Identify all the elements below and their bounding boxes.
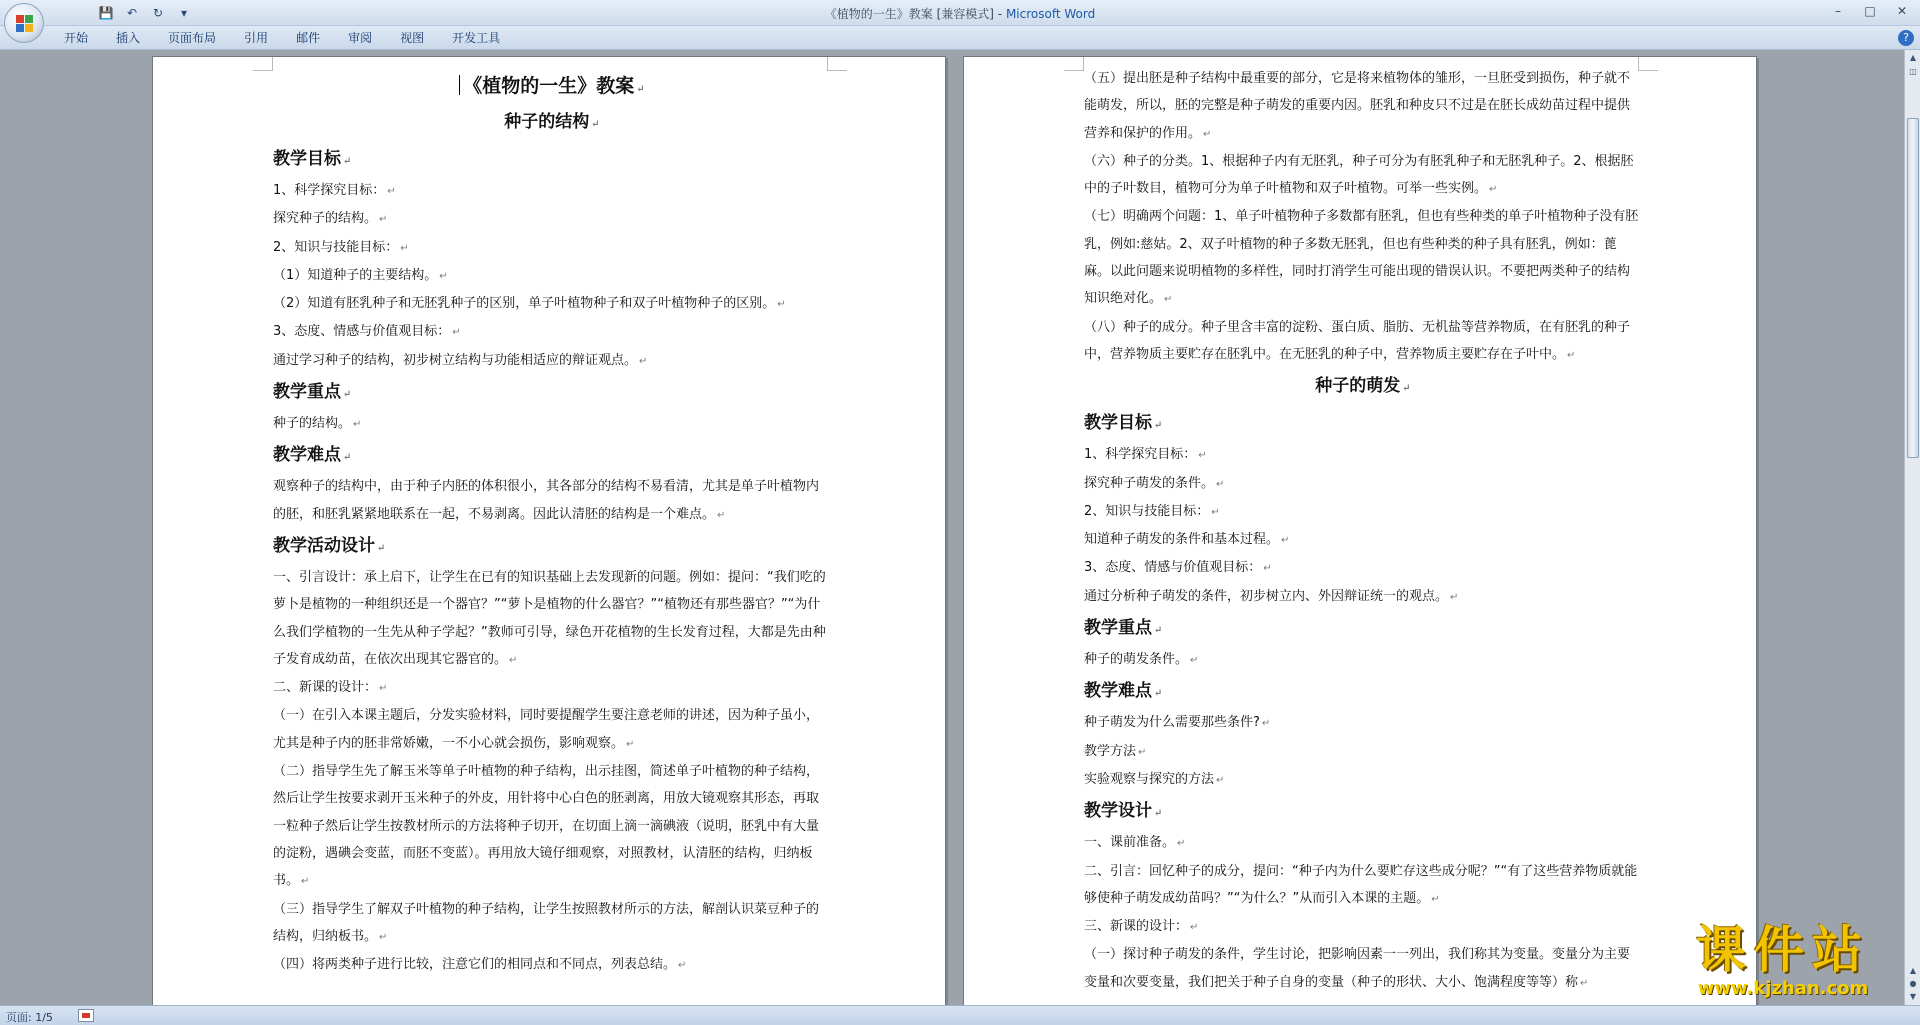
select-browse-object-icon[interactable]: ● bbox=[1909, 979, 1917, 988]
undo-icon[interactable]: ↶ bbox=[126, 6, 138, 20]
page-2-content bbox=[1084, 65, 1642, 997]
title-separator: - bbox=[993, 7, 1006, 21]
scroll-thumb[interactable] bbox=[1907, 118, 1919, 458]
paragraph: 知道种子萌发的条件和基本过程。 ↵ bbox=[1084, 532, 1290, 548]
paragraph: 实验观察与探究的方法 ↵ bbox=[1084, 771, 1225, 787]
paragraph: 三、新课的设计： ↵ bbox=[1084, 919, 1199, 935]
page-2-paragraphs bbox=[1084, 65, 1642, 997]
heading: 教学目标 ↵ bbox=[273, 149, 352, 169]
tab-insert[interactable]: 插入 bbox=[116, 31, 141, 45]
maximize-button[interactable]: □ bbox=[1864, 4, 1876, 18]
document-page-1[interactable] bbox=[152, 56, 946, 1005]
paragraph: 通过分析种子萌发的条件，初步树立内、外因辩证统一的观点。 ↵ bbox=[1084, 588, 1459, 604]
tab-review[interactable]: 审阅 bbox=[348, 31, 373, 45]
tab-view[interactable]: 视图 bbox=[400, 31, 425, 45]
heading: 种子的萌发 ↵ bbox=[1315, 376, 1411, 397]
paragraph: （三）指导学生了解双子叶植物的种子结构，让学生按照教材所示的方法，解剖认识菜豆种子的结构，归纳板书。 ↵ bbox=[273, 901, 820, 944]
scroll-up-icon[interactable]: ▲ bbox=[1909, 53, 1917, 62]
paragraph: 二、新课的设计： ↵ bbox=[273, 680, 388, 696]
paragraph: 1、科学探究目标： ↵ bbox=[1084, 447, 1207, 463]
save-icon[interactable]: 💾 bbox=[98, 6, 114, 20]
margin-mark bbox=[253, 57, 273, 71]
page-indicator[interactable]: 页面: 1/5 bbox=[6, 1011, 53, 1024]
minimize-button[interactable]: – bbox=[1835, 4, 1841, 18]
paragraph: 观察种子的结构中，由于种子内胚的体积很小，其各部分的结构不易看清，尤其是单子叶植物内的胚，和胚乳紧紧地联系在一起，不易剥离。因此认清胚的结构是一个难点。 ↵ bbox=[273, 479, 820, 522]
heading: 教学难点 ↵ bbox=[273, 445, 352, 466]
prev-page-icon[interactable]: ▲ bbox=[1909, 966, 1917, 975]
paragraph: （1）知道种子的主要结构。 ↵ bbox=[273, 267, 448, 283]
proofing-icon[interactable] bbox=[78, 1009, 94, 1022]
site-watermark-logo bbox=[1663, 922, 1903, 1004]
title-bar bbox=[0, 0, 1920, 26]
paragraph: 3、态度、情感与价值观目标： ↵ bbox=[1084, 560, 1272, 576]
window-title bbox=[0, 5, 1920, 22]
app-name: Microsoft Word bbox=[1005, 7, 1096, 21]
document-title: 《植物的一生》教案 ↵ bbox=[273, 71, 831, 105]
customize-qat-icon[interactable]: ▾ bbox=[180, 6, 188, 20]
paragraph: （四）将两类种子进行比较，注意它们的相同点和不同点，列表总结。 ↵ bbox=[273, 957, 687, 973]
tab-page-layout[interactable]: 页面布局 bbox=[168, 31, 217, 45]
paragraph: 种子萌发为什么需要那些条件? ↵ bbox=[1084, 715, 1271, 731]
heading: 教学重点 ↵ bbox=[273, 382, 352, 403]
heading: 教学难点 ↵ bbox=[1084, 681, 1163, 702]
watermark-url: www.kjzhan.com bbox=[1697, 978, 1869, 999]
document-name: 《植物的一生》教案 [兼容模式] bbox=[824, 7, 994, 21]
next-page-icon[interactable]: ▼ bbox=[1909, 992, 1917, 1001]
ruler-toggle-icon[interactable]: ◫ bbox=[1909, 67, 1917, 76]
close-button[interactable]: ✕ bbox=[1896, 4, 1908, 18]
window-controls bbox=[1826, 2, 1914, 20]
paragraph: 二、引言：回忆种子的成分，提问：“种子内为什么要贮存这些成分呢？”“有了这些营养物质就能够使种子萌发成幼苗吗？”“为什么？”从而引入本课的主题。 ↵ bbox=[1084, 863, 1638, 906]
heading: 教学活动设计 ↵ bbox=[273, 535, 386, 556]
office-logo-icon bbox=[16, 15, 34, 33]
paragraph: （2）知道有胚乳种子和无胚乳种子的区别，单子叶植物种子和双子叶植物种子的区别。 ↵ bbox=[273, 296, 786, 312]
paragraph: 探究种子的结构。 ↵ bbox=[273, 211, 388, 227]
paragraph: 一、引言设计：承上启下，让学生在已有的知识基础上去发现新的问题。例如：提问：“我们吃的萝卜是植物的一种组织还是一个器官？”“萝卜是植物的什么器官？”“植物还有那些器官？”“为什么我们学植物的一生先从种子学起？”教师可引导，绿色开花植物的生长发育过程，大都是先由种子发育成幼苗，在依次出现其它器官的。 ↵ bbox=[273, 569, 826, 667]
page-1-content bbox=[273, 71, 831, 979]
vertical-scrollbar[interactable] bbox=[1904, 50, 1920, 1005]
office-button[interactable] bbox=[4, 3, 44, 43]
help-icon[interactable]: ? bbox=[1898, 30, 1914, 46]
paragraph: 探究种子萌发的条件。 ↵ bbox=[1084, 475, 1225, 491]
paragraph: 通过学习种子的结构，初步树立结构与功能相适应的辩证观点。 ↵ bbox=[273, 352, 648, 368]
paragraph: （五）提出胚是种子结构中最重要的部分，它是将来植物体的雏形，一旦胚受到损伤，种子就不能萌发，所以，胚的完整是种子萌发的重要内因。胚乳和种皮只不过是在胚长成幼苗过程中提供营养和保护的作用。 ↵ bbox=[1084, 71, 1631, 141]
paragraph: （六）种子的分类。1、根据种子内有无胚乳，种子可分为有胚乳种子和无胚乳种子。2、根据胚中的子叶数目，植物可分为单子叶植物和双子叶植物。可举一些实例。 ↵ bbox=[1084, 153, 1634, 197]
paragraph: 种子的结构。 ↵ bbox=[273, 416, 362, 432]
heading: 教学目标 ↵ bbox=[1084, 413, 1163, 434]
tab-developer[interactable]: 开发工具 bbox=[452, 31, 501, 45]
margin-mark bbox=[827, 57, 847, 71]
document-page-2[interactable] bbox=[963, 56, 1757, 1005]
paragraph: （一）在引入本课主题后，分发实验材料，同时要提醒学生要注意老师的讲述，因为种子虽小，尤其是种子内的胚非常娇嫩，一不小心就会损伤，影响观察。 ↵ bbox=[273, 708, 820, 751]
document-workspace[interactable] bbox=[0, 50, 1904, 1005]
paragraph: 种子的萌发条件。 ↵ bbox=[1084, 652, 1199, 668]
heading: 教学设计 ↵ bbox=[1084, 801, 1163, 822]
page-1-paragraphs bbox=[273, 144, 831, 979]
tab-mailings[interactable]: 邮件 bbox=[296, 31, 321, 45]
paragraph: （二）指导学生先了解玉米等单子叶植物的种子结构，出示挂图，简述单子叶植物的种子结构，然后让学生按要求剥开玉米种子的外皮，用针将中心白色的胚剥离，用放大镜观察其形态，再取一粒种子然后让学生按教材所示的方法将种子切开，在切面上滴一滴碘液（说明，胚乳中有大量的淀粉，遇碘会变蓝，而胚不变蓝）。再用放大镜仔细观察，对照教材，认清胚的结构，归纳板书。 ↵ bbox=[273, 764, 820, 889]
paragraph: 一、课前准备。 ↵ bbox=[1084, 835, 1186, 851]
paragraph: 教学方法 ↵ bbox=[1084, 743, 1147, 759]
section-title: 种子的结构 ↵ bbox=[504, 112, 600, 132]
paragraph: 3、态度、情感与价值观目标： ↵ bbox=[273, 324, 461, 340]
text-cursor bbox=[459, 75, 460, 95]
paragraph: （八）种子的成分。种子里含丰富的淀粉、蛋白质、脂肪、无机盐等营养物质，在有胚乳的种子中，营养物质主要贮存在胚乳中。在无胚乳的种子中，营养物质主要贮存在子叶中。 ↵ bbox=[1084, 319, 1631, 362]
paragraph: 2、知识与技能目标： ↵ bbox=[273, 239, 409, 255]
paragraph: 1、科学探究目标： ↵ bbox=[273, 183, 396, 198]
redo-icon[interactable]: ↻ bbox=[152, 6, 164, 20]
paragraph: （一）探讨种子萌发的条件，学生讨论，把影响因素一一列出，我们称其为变量。变量分为主要变量和次要变量，我们把关于种子自身的变量（种子的形状、大小、饱满程度等等）称 ↵ bbox=[1084, 947, 1631, 990]
margin-mark bbox=[1064, 57, 1084, 71]
tab-references[interactable]: 引用 bbox=[244, 31, 269, 45]
paragraph: 2、知识与技能目标： ↵ bbox=[1084, 503, 1220, 519]
status-bar bbox=[0, 1005, 1920, 1025]
watermark-text: 课件站 bbox=[1696, 921, 1870, 979]
heading: 教学重点 ↵ bbox=[1084, 618, 1163, 639]
tab-home[interactable]: 开始 bbox=[64, 31, 89, 45]
ribbon-tab-bar bbox=[0, 26, 1920, 50]
paragraph: （七）明确两个问题：1、单子叶植物种子多数都有胚乳，但也有些种类的单子叶植物种子没有胚乳，例如:慈姑。2、双子叶植物的种子多数无胚乳，但也有些种类的种子具有胚乳，例如：蓖麻。以此问题来说明植物的多样性，同时打消学生可能出现的错误认识。不要把两类种子的结构知识绝对化。 ↵ bbox=[1084, 209, 1639, 307]
